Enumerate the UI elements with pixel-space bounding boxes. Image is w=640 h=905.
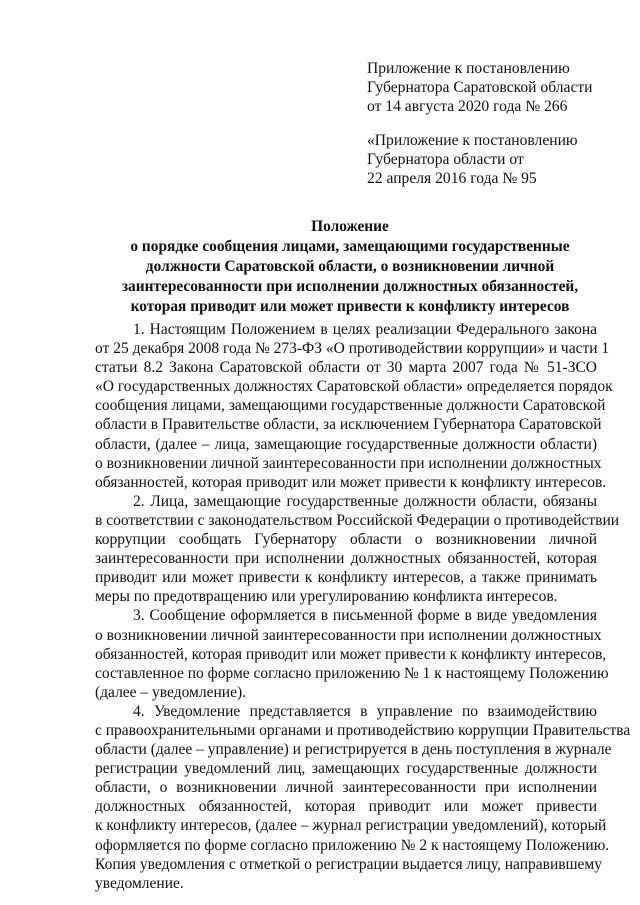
title-line: Положение [311, 218, 389, 235]
text-line: о возникновении личной заинтересованности при исполнении должностных [95, 626, 602, 644]
text-line: коррупции сообщать Губернатору области о возникновении личной [95, 531, 597, 549]
text-line: (далее – уведомление). [95, 683, 246, 701]
text-line: от 25 декабря 2008 года № 273-ФЗ «О противодействии коррупции» и части 1 [95, 340, 610, 358]
title-line: заинтересованности при исполнении должностных обязанностей, [121, 278, 579, 295]
annex-line: Губернатора области от [367, 151, 524, 168]
text-line: меры по предотвращению или урегулированию конфликта интересов. [95, 588, 558, 606]
paragraph-3 [95, 606, 609, 701]
text-line: обязанностей, которая приводит или может привести к конфликту интересов. [95, 473, 607, 491]
text-line: 4. Уведомление представляется в управление по взаимодействию [133, 702, 597, 720]
text-line: регистрации уведомлений лиц, замещающих государственные должности [95, 760, 597, 778]
text-line: 3. Сообщение оформляется в письменной форме в виде уведомления [133, 607, 597, 625]
text-line: Копия уведомления с отметкой о регистрации выдается лицу, направившему [95, 855, 602, 873]
text-line: составленное по форме согласно приложению № 1 к настоящему Положению [95, 664, 609, 682]
document-body [95, 320, 631, 893]
text-line: области (далее – управление) и регистрируется в день поступления в журнале [95, 741, 612, 759]
title-line: должности Саратовской области, о возникновении личной [145, 258, 555, 275]
title-line: о порядке сообщения лицами, замещающими государственные [130, 238, 570, 255]
text-line: «О государственных должностях Саратовской области» определяется порядок [95, 378, 613, 396]
text-line: сообщения лицами, замещающими государственные должности Саратовской [95, 397, 606, 415]
title-line: которая приводит или может привести к конфликту интересов [130, 298, 570, 315]
paragraph-1 [95, 320, 613, 492]
text-line: с правоохранительными органами и противодействию коррупции Правительства [95, 721, 631, 739]
text-line: должностных обязанностей, которая приводит или может привести [95, 798, 597, 816]
annex-line: Губернатора Саратовской области [367, 79, 593, 96]
text-line: о возникновении личной заинтересованности при исполнении должностных [95, 454, 602, 472]
text-line: 1. Настоящим Положением в целях реализации Федерального закона [133, 321, 597, 338]
annex-line: Приложение к постановлению [367, 60, 570, 77]
annex-line: «Приложение к постановлению [367, 132, 578, 149]
annex-line: от 14 августа 2020 года № 266 [367, 98, 568, 115]
annex-line: 22 апреля 2016 года № 95 [367, 170, 537, 187]
text-line: области в Правительстве области, за исключением Губернатора Саратовской [95, 416, 602, 434]
paragraph-2 [95, 492, 620, 607]
text-line: заинтересованности при исполнении должностных обязанностей, которая [95, 550, 597, 568]
text-line: в соответствии с законодательством Российской Федерации о противодействии [95, 511, 620, 529]
text-line: к конфликту интересов, (далее – журнал регистрации уведомлений), который [95, 817, 607, 835]
paragraph-4 [95, 702, 631, 893]
document-title [80, 217, 620, 317]
text-line: уведомление. [95, 874, 184, 892]
text-line: области, о возникновении личной заинтересованности при исполнении [95, 779, 597, 797]
text-line: приводит или может привести к конфликту интересов, а также принимать [95, 569, 597, 587]
text-line: оформляется по форме согласно приложению № 2 к настоящему Положению. [95, 836, 610, 854]
annex-header-original [367, 131, 627, 188]
text-line: 2. Лица, замещающие государственные должности области, обязаны [133, 492, 597, 510]
text-line: области, (далее – лица, замещающие государственные должности области) [95, 435, 597, 453]
text-line: статьи 8.2 Закона Саратовской области от 30 марта 2007 года № 51-ЗСО [95, 359, 597, 377]
annex-header-current [367, 59, 627, 116]
text-line: обязанностей, которая приводит или может привести к конфликту интересов, [95, 645, 607, 663]
